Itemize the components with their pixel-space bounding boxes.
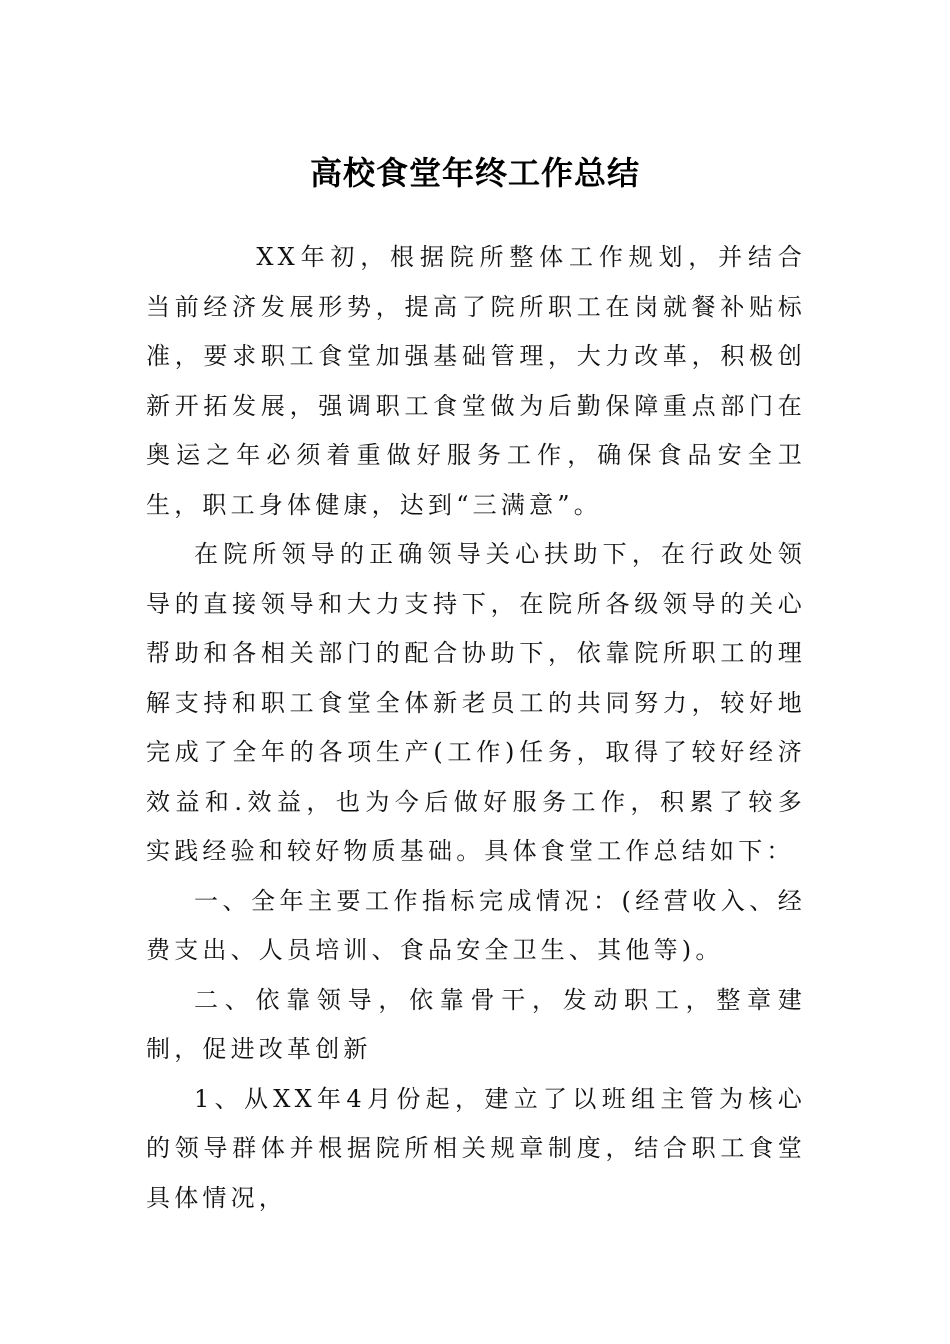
document-body [146,233,806,1223]
paragraph-section-two: 二、依靠领导，依靠骨干，发动职工，整章建制，促进改革创新 [146,985,806,1063]
paragraph-achievements: 在院所领导的正确领导关心扶助下，在行政处领导的直接领导和大力支持下，在院所各级领导的关心帮助和各相关部门的配合协助下，依靠院所职工的理解支持和职工食堂全体新老员工的共同努力，较好地完成了全年的各项生产(工作)任务，取得了较好经济效益和.效益，也为今后做好服务工作，积累了较多实践经验和较好物质基础。具体食堂工作总结如下： [146,540,806,865]
paragraph-section-one: 一、全年主要工作指标完成情况：(经营收入、经费支出、人员培训、食品安全卫生、其他等)。 [146,886,806,964]
paragraph-item-one: 1、从XX年4月份起，建立了以班组主管为核心的领导群体并根据院所相关规章制度，结合职工食堂具体情况， [146,1084,806,1212]
document-title: 高校食堂年终工作总结 [309,154,640,193]
paragraph-intro: XX年初，根据院所整体工作规划，并结合当前经济发展形势，提高了院所职工在岗就餐补贴标准，要求职工食堂加强基础管理，大力改革，积极创新开拓发展，强调职工食堂做为后勤保障重点部门在奥运之年必须着重做好服务工作，确保食品安全卫生，职工身体健康，达到“三满意”。 [146,243,806,519]
